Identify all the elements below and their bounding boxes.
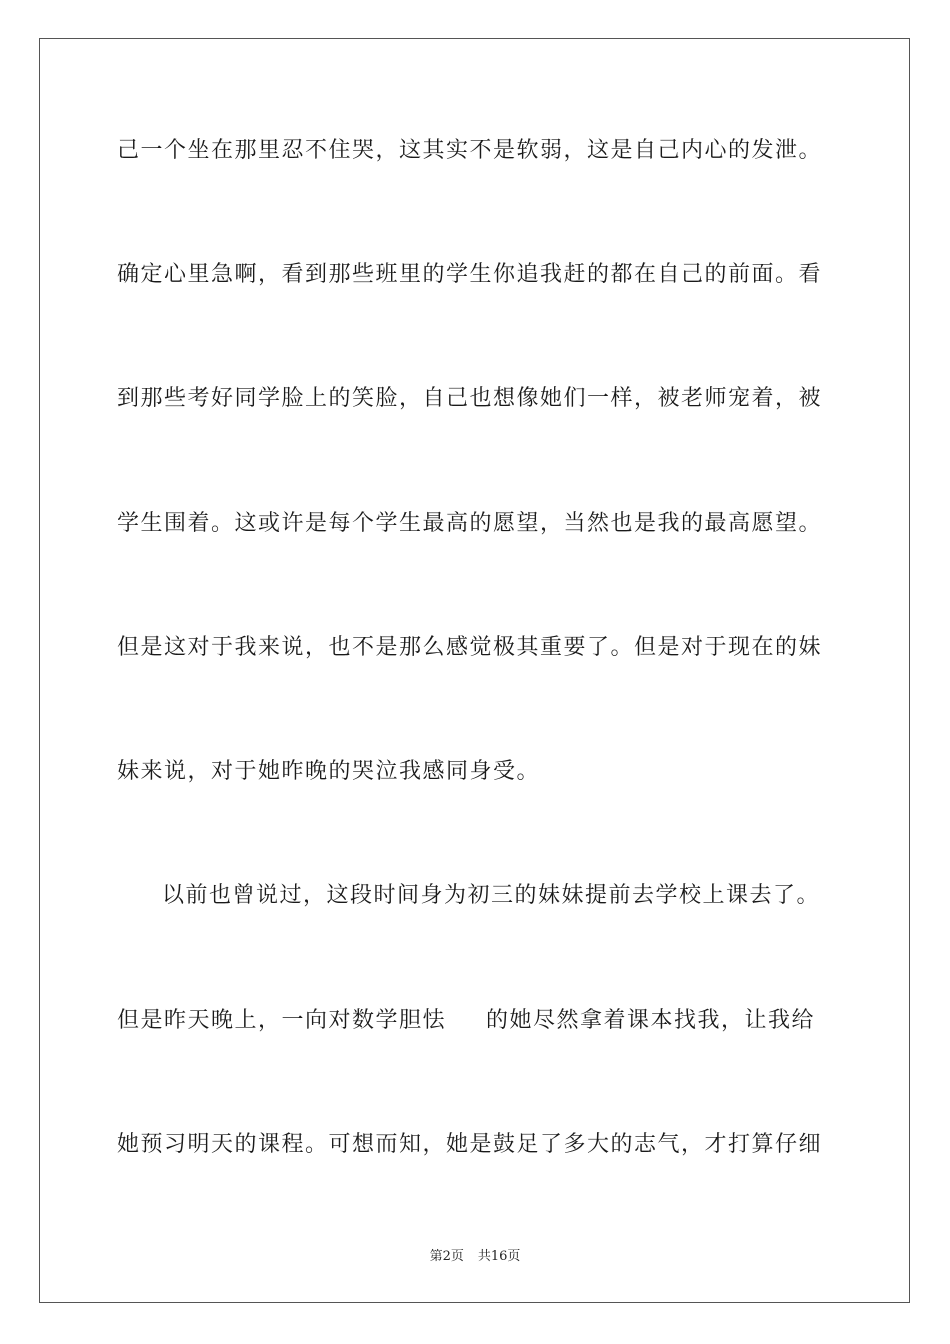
text-line-4: 学生围着。这或许是每个学生最高的愿望，当然也是我的最高愿望。: [117, 511, 823, 536]
text-line-9: 她预习明天的课程。可想而知，她是鼓足了多大的志气，才打算仔细: [117, 1132, 823, 1157]
text-line-8-head: 但是昨天晚上，一向对数学胆怯: [117, 1008, 447, 1033]
page-number: 第2页: [429, 1249, 464, 1264]
text-line-8: [117, 1006, 837, 1036]
page-border: [39, 38, 910, 1303]
text-line-5: 但是这对于我来说，也不是那么感觉极其重要了。但是对于现在的妹: [117, 635, 823, 660]
text-line-2: 确定心里急啊，看到那些班里的学生你追我赶的都在自己的前面。看: [117, 262, 823, 287]
text-line-3: 到那些考好同学脸上的笑脸，自己也想像她们一样，被老师宠着，被: [117, 386, 823, 411]
text-line-1: 己一个坐在那里忍不住哭，这其实不是软弱，这是自己内心的发泄。: [117, 138, 823, 163]
page-total: 共16页: [477, 1249, 521, 1264]
text-line-6: 妹来说，对于她昨晚的哭泣我感同身受。: [117, 759, 541, 784]
text-line-7: 以前也曾说过，这段时间身为初三的妹妹提前去学校上课去了。: [162, 883, 821, 908]
text-line-8-tail: 的她尽然拿着课本找我，让我给: [486, 1008, 816, 1033]
page-footer: [0, 1248, 950, 1266]
